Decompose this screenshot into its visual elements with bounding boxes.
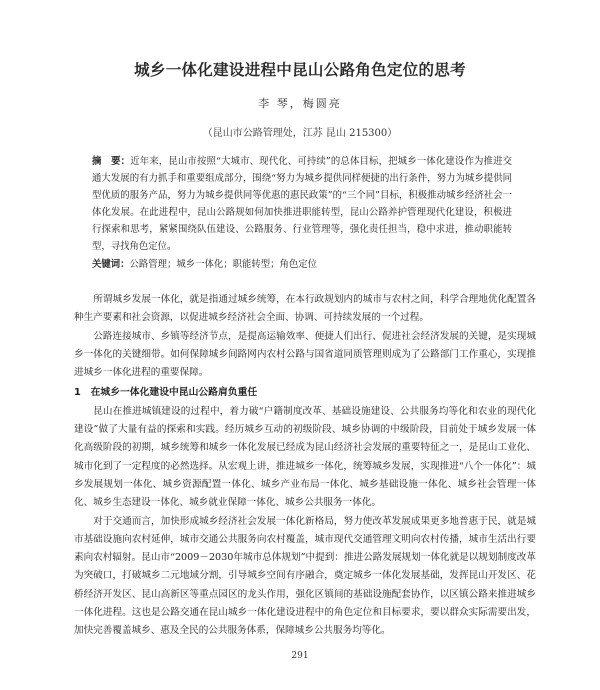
paper-authors: 李 琴，梅圆亮 xyxy=(258,97,342,110)
abstract-block xyxy=(92,153,512,255)
section-heading-1: 1 在城乡一体化建设中昆山公路肩负重任 xyxy=(74,387,258,399)
keywords-label: 关键词： xyxy=(92,259,130,270)
keywords-block xyxy=(92,256,512,273)
paper-title: 城乡一体化建设进程中昆山公路角色定位的思考 xyxy=(134,61,466,79)
paragraph-2: 公路连接城市、乡镇等经济节点，是提高运输效率、便捷人们出行、促进社会经济发展的关键，是实现城乡一体化的关键细带。如何保障城乡间路网内农村公路与国省道同质管理则成为了公路部门工作重心，实现推进城乡一体化进程的重要保障。 xyxy=(74,330,536,379)
page-number: 291 xyxy=(291,651,309,661)
keywords-text: 公路管理；城乡一体化；职能转型；角色定位 xyxy=(129,259,318,270)
paragraph-1: 所谓城乡发展一体化，就是指通过城乡统筹，在本行政规划内的城市与农村之间，科学合理地优化配置各种生产要素和社会资源，以促进城乡经济社会全面、协调、可持续发展的一个过程。 xyxy=(74,294,536,324)
paper-affiliation: （昆山市公路管理处，江苏 昆山 215300） xyxy=(202,128,398,139)
abstract-text: 近年来，昆山市按照“大城市、现代化、可持续”的总体目标，把城乡一体化建设作为推进交通大发展的有力抓手和重要组成部分，围绕“努力为城乡提供同样便捷的出行条件，努力为城乡提供同型优质的服务产品，努力为城乡提供同等优惠的惠民政策”的“三个同”目标，积极推动城乡经济社会一体化发展。在此进程中，昆山公路规如何加快推进职能转型，昆山公路养护管理现代化建设，积极进行探索和思考，紧紧围绕队伍建设、公路服务、行业管理等，强化责任担当，稳中求进，推动职能转型，寻找角色定位。 xyxy=(92,156,512,252)
paragraph-4: 对于交通而言，加快形成城乡经济社会发展一体化新格局，努力使改革发展成果更多地普惠于民，就是城市基础设施向农村延伸，城市交通公共服务向农村覆盖，城市现代交通管理文明向农村传播，城市生活出行要素向农村辐射。昆山市“2009－2030年城市总体规划”中提到：推进公路发展规划一体化就是以规划制度改革为突破口，打破城乡二元地域分割，引导城乡空间有序融合，奠定城乡一体化发展基础，发挥昆山开发区、花桥经济开发区、昆山高新区等重点园区的龙头作用，强化区镇间的基础设施配套协作，以区镇公路来推进城乡一体化进程。这也是公路交通在昆山城乡一体化建设进程中的角色定位和目标要求，要以群众实际需要出发，加快完善覆盖城乡、惠及全民的公共服务体系，保障城乡公共服务均等化。 xyxy=(74,515,536,637)
paragraph-3: 昆山在推进城镇建设的过程中，着力破“户籍制度改革、基础设施建设、公共服务均等化和农业的现代化建设”做了大量有益的探索和实践。经历城乡互动的初级阶段、城乡协调的中级阶段，目前处于城乡发展一体化高级阶段的初期，城乡统筹和城乡一体化发展已经成为昆山经济社会发展的重要特征之一，是昆山工业化、城市化到了一定程度的必然选择。从宏观上讲，推进城乡一体化，统筹城乡发展，实现推进“八个一体化”：城乡发展规划一体化、城乡资源配置一体化、城乡产业布局一体化、城乡基础设施一体化、城乡社会管理一体化、城乡生态建设一体化、城乡就业保障一体化、城乡公共服务一体化。 xyxy=(74,405,536,509)
abstract-label: 摘 要： xyxy=(92,156,131,167)
body-text xyxy=(74,291,536,641)
